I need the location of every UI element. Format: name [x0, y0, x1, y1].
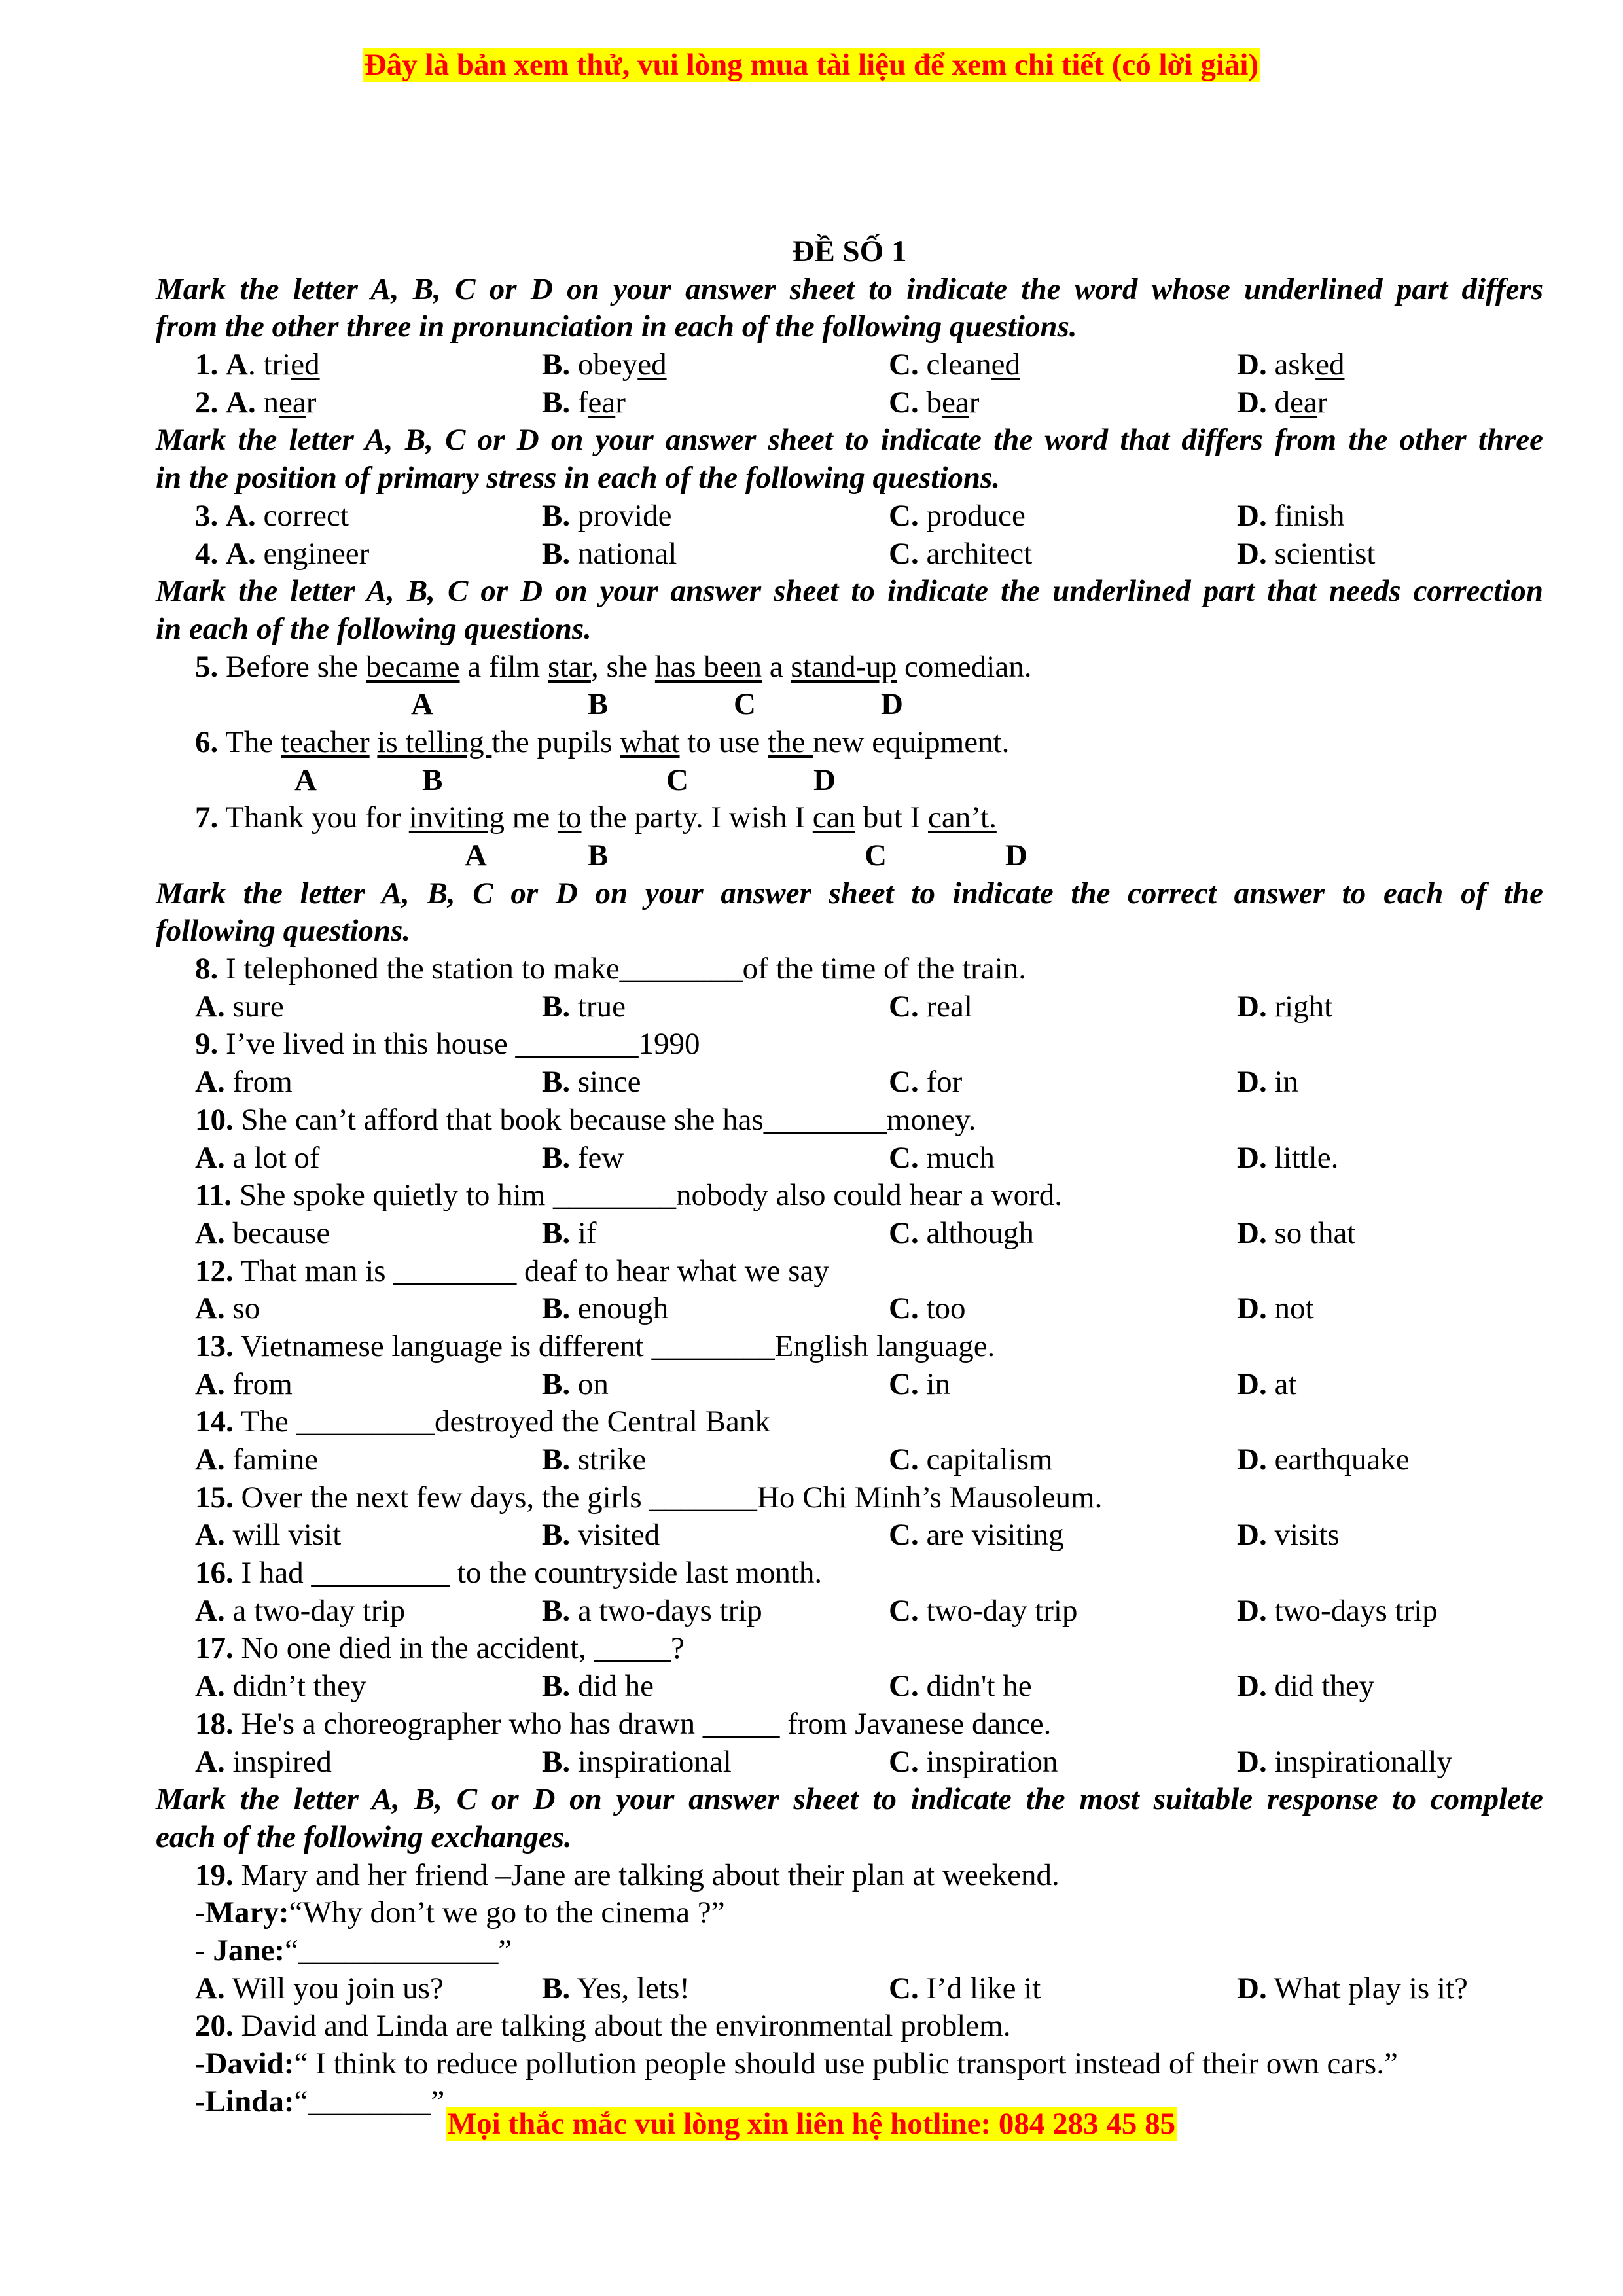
q18-option-b: B. inspirational — [542, 1744, 732, 1779]
q19-option-a: A. Will you join us? — [195, 1971, 444, 2005]
q10-option-d: D. little. — [1237, 1140, 1339, 1175]
exam-content — [156, 233, 1543, 2121]
q14-option-a: A. famine — [195, 1443, 318, 1477]
q10-option-c: C. much — [889, 1140, 995, 1175]
q11-option-d: D. so that — [1237, 1215, 1356, 1250]
question-20-stem: 20. David and Linda are talking about the environmental problem. — [195, 2009, 1011, 2043]
q19-option-c: C. I’d like it — [889, 1971, 1041, 2005]
bottom-banner — [0, 2106, 1623, 2142]
q10-option-b: B. few — [542, 1140, 624, 1175]
q19-option-b: B. Yes, lets! — [542, 1971, 690, 2005]
question-16-options — [156, 1592, 1543, 1630]
question-18-options — [156, 1744, 1543, 1782]
question-19-line-mary: -Mary:“Why don’t we go to the cinema ?” — [195, 1895, 725, 1930]
q17-option-b: B. did he — [542, 1669, 654, 1704]
instruction-stress-1: Mark the letter A, B, C or D on your answer sheet to indicate the word that differs from the other three — [156, 423, 1543, 457]
instruction-mc-1: Mark the letter A, B, C or D on your answer sheet to indicate the correct answer to each of the — [156, 876, 1543, 910]
q18-option-d: D. inspirationally — [1237, 1744, 1452, 1779]
question-8-stem: 8. I telephoned the station to make________of the time of the train. — [195, 952, 1026, 986]
q8-option-b: B. true — [542, 989, 626, 1024]
q4-option-d: D. scientist — [1237, 536, 1376, 571]
q1-option-b: B. obeyed — [542, 348, 667, 382]
instruction-error-2: in each of the following questions. — [156, 611, 592, 646]
q5-answer-labels: A B C D — [411, 687, 903, 722]
q18-option-c: C. inspiration — [889, 1744, 1058, 1779]
q16-option-d: D. two-days trip — [1237, 1593, 1438, 1628]
question-12-options — [156, 1290, 1543, 1328]
q17-option-d: D. did they — [1237, 1669, 1375, 1704]
q12-option-a: A. so — [195, 1291, 260, 1326]
q4-option-a: 4. A. engineer — [195, 536, 370, 571]
q8-option-d: D. right — [1237, 989, 1333, 1024]
q14-option-b: B. strike — [542, 1443, 647, 1477]
q17-option-a: A. didn’t they — [195, 1669, 366, 1704]
q14-option-c: C. capitalism — [889, 1443, 1053, 1477]
question-13-stem: 13. Vietnamese language is different ________English language. — [195, 1329, 995, 1363]
instruction-pronunciation-1: Mark the letter A, B, C or D on your answer sheet to indicate the word whose underlined part differs — [156, 272, 1543, 306]
q17-option-c: C. didn't he — [889, 1669, 1032, 1704]
q15-option-d: D. visits — [1237, 1518, 1340, 1552]
q9-option-d: D. in — [1237, 1065, 1299, 1100]
q12-option-b: B. enough — [542, 1291, 669, 1326]
q6-answer-labels: A B C D — [294, 762, 836, 797]
q7-answer-labels: A B C D — [465, 838, 1027, 872]
top-banner — [0, 47, 1623, 82]
question-18-stem: 18. He's a choreographer who has drawn _____ from Javanese dance. — [195, 1706, 1052, 1741]
q9-option-b: B. since — [542, 1065, 641, 1100]
instruction-response-2: each of the following exchanges. — [156, 1820, 572, 1854]
q11-option-c: C. although — [889, 1215, 1034, 1250]
question-15-stem: 15. Over the next few days, the girls _______Ho Chi Minh’s Mausoleum. — [195, 1480, 1103, 1515]
bottom-banner-text: Mọi thắc mắc vui lòng xin liên hệ hotline: 084 283 45 85 — [447, 2107, 1176, 2141]
q3-option-d: D. finish — [1237, 498, 1345, 533]
question-10-options — [156, 1139, 1543, 1177]
instruction-stress-2: in the position of primary stress in each of the following questions. — [156, 461, 1001, 495]
question-11-stem: 11. She spoke quietly to him ________nobody also could hear a word. — [195, 1178, 1062, 1213]
question-17-options — [156, 1668, 1543, 1706]
question-20-line-linda: -Linda:“________” — [195, 2084, 445, 2119]
q4-option-c: C. architect — [889, 536, 1033, 571]
q13-option-d: D. at — [1237, 1367, 1297, 1401]
q2-option-b: B. fear — [542, 385, 626, 420]
q15-option-c: C. are visiting — [889, 1518, 1064, 1552]
q18-option-a: A. inspired — [195, 1744, 332, 1779]
question-20-line-david: -David:“ I think to reduce pollution people should use public transport instead of their own cars.” — [195, 2047, 1398, 2081]
question-19-stem: 19. Mary and her friend –Jane are talking about their plan at weekend. — [195, 1857, 1060, 1892]
question-17-stem: 17. No one died in the accident, _____? — [195, 1631, 685, 1666]
q8-option-c: C. real — [889, 989, 972, 1024]
q1-option-a: 1. A. tried — [195, 348, 320, 382]
question-16-stem: 16. I had _________ to the countryside last month. — [195, 1556, 823, 1590]
q15-option-a: A. will visit — [195, 1518, 342, 1552]
q8-option-a: A. sure — [195, 989, 284, 1024]
exam-title: ĐỀ SỐ 1 — [792, 234, 907, 268]
q19-option-d: D. What play is it? — [1237, 1971, 1468, 2005]
question-12-stem: 12. That man is ________ deaf to hear what we say — [195, 1253, 829, 1288]
q16-option-c: C. two-day trip — [889, 1593, 1078, 1628]
question-5: 5. Before she became a film star, she has been a stand-up comedian. — [195, 649, 1032, 684]
question-8-options — [156, 988, 1543, 1026]
question-3 — [156, 497, 1543, 535]
question-15-options — [156, 1516, 1543, 1554]
q16-option-a: A. a two-day trip — [195, 1593, 406, 1628]
q3-option-c: C. produce — [889, 498, 1026, 533]
multiple-choice-list — [156, 950, 1543, 1781]
q16-option-b: B. a two-days trip — [542, 1593, 762, 1628]
q1-option-c: C. cleaned — [889, 348, 1020, 382]
q13-option-b: B. on — [542, 1367, 609, 1401]
q11-option-a: A. because — [195, 1215, 330, 1250]
question-2 — [156, 384, 1543, 422]
q3-option-a: 3. A. correct — [195, 498, 349, 533]
instruction-error-1: Mark the letter A, B, C or D on your answer sheet to indicate the underlined part that needs correction — [156, 574, 1543, 609]
question-1 — [156, 346, 1543, 384]
question-19-line-jane: - Jane:“_____________” — [195, 1933, 512, 1967]
q1-option-d: D. asked — [1237, 348, 1345, 382]
q11-option-b: B. if — [542, 1215, 597, 1250]
q13-option-c: C. in — [889, 1367, 951, 1401]
instruction-mc-2: following questions. — [156, 914, 411, 948]
question-9-stem: 9. I’ve lived in this house ________1990 — [195, 1027, 700, 1062]
question-7: 7. Thank you for inviting me to the party. I wish I can but I can’t. — [195, 800, 997, 835]
question-9-options — [156, 1064, 1543, 1102]
question-19-options — [156, 1970, 1543, 2008]
q15-option-b: B. visited — [542, 1518, 660, 1552]
q14-option-d: D. earthquake — [1237, 1443, 1410, 1477]
q2-option-d: D. dear — [1237, 385, 1328, 420]
q3-option-b: B. provide — [542, 498, 672, 533]
q13-option-a: A. from — [195, 1367, 293, 1401]
question-6: 6. The teacher is telling the pupils what to use the new equipment. — [195, 725, 1010, 759]
top-banner-text: Đây là bản xem thử, vui lòng mua tài liệu để xem chi tiết (có lời giải) — [364, 48, 1259, 82]
question-10-stem: 10. She can’t afford that book because she has________money. — [195, 1102, 976, 1137]
question-4 — [156, 535, 1543, 573]
q12-option-d: D. not — [1237, 1291, 1314, 1326]
question-14-stem: 14. The _________destroyed the Central Bank — [195, 1405, 770, 1439]
question-13-options — [156, 1366, 1543, 1404]
q4-option-b: B. national — [542, 536, 677, 571]
q9-option-a: A. from — [195, 1065, 293, 1100]
q10-option-a: A. a lot of — [195, 1140, 320, 1175]
q9-option-c: C. for — [889, 1065, 963, 1100]
q2-option-c: C. bear — [889, 385, 980, 420]
question-14-options — [156, 1441, 1543, 1479]
question-11-options — [156, 1215, 1543, 1253]
instruction-response-1: Mark the letter A, B, C or D on your answer sheet to indicate the most suitable response to complete — [156, 1782, 1543, 1817]
q12-option-c: C. too — [889, 1291, 966, 1326]
instruction-pronunciation-2: from the other three in pronunciation in each of the following questions. — [156, 310, 1077, 344]
q2-option-a: 2. A. near — [195, 385, 317, 420]
